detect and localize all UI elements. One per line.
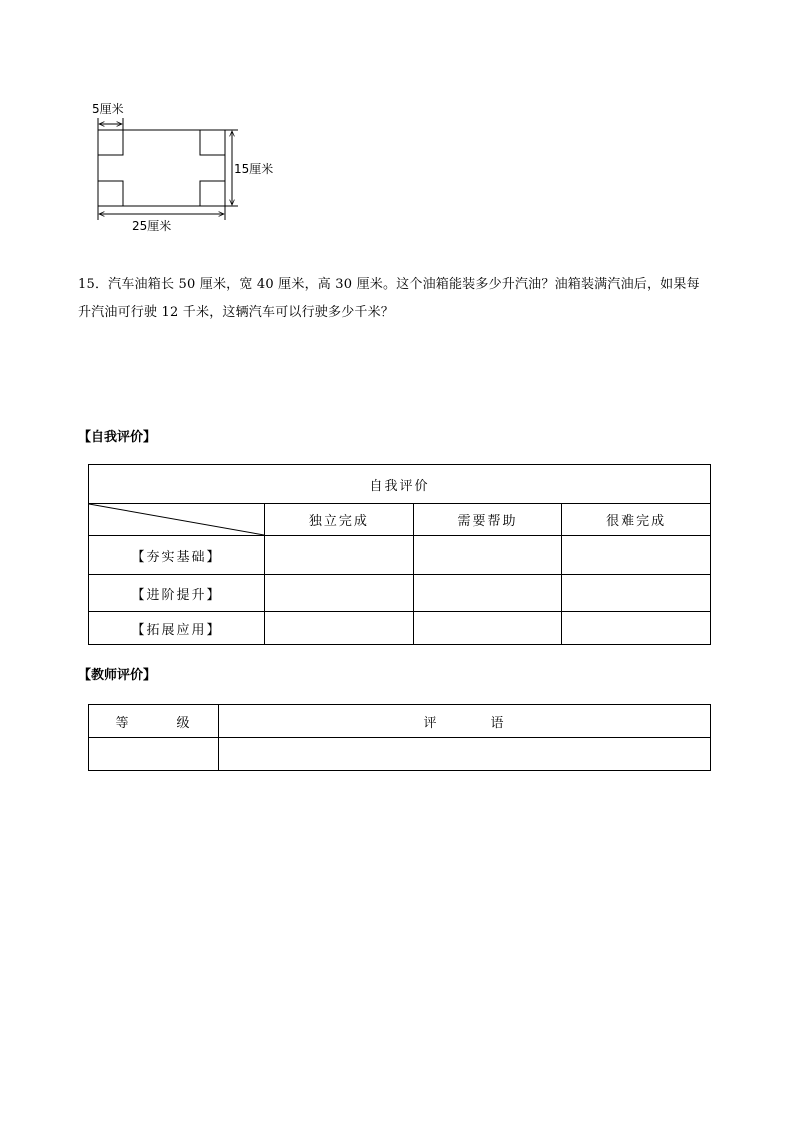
corner-square-top-left xyxy=(98,130,123,155)
self-eval-table xyxy=(88,464,711,645)
height-dimension-label: 15厘米 xyxy=(234,162,274,176)
question-line-2: 升汽油可行驶 12 千米，这辆汽车可以行驶多少千米？ xyxy=(78,305,395,320)
corner-square-bottom-right xyxy=(200,181,225,206)
column-header-independent: 独立完成 xyxy=(265,504,414,536)
self-eval-title: 【自我评价】 xyxy=(78,430,157,445)
teacher-eval-title: 【教师评价】 xyxy=(78,668,157,683)
eval-cell[interactable] xyxy=(562,536,711,575)
eval-cell[interactable] xyxy=(413,612,562,645)
self-eval-table-title: 自我评价 xyxy=(89,465,711,504)
outer-rectangle xyxy=(98,130,225,206)
eval-cell[interactable] xyxy=(265,575,414,612)
eval-cell[interactable] xyxy=(265,536,414,575)
width-dimension-label: 25厘米 xyxy=(132,219,172,233)
rectangle-diagram xyxy=(78,96,298,241)
comment-cell[interactable] xyxy=(219,738,711,771)
question-line-1 xyxy=(78,271,718,299)
question-number: 15． xyxy=(78,277,109,292)
eval-cell[interactable] xyxy=(265,612,414,645)
grade-cell[interactable] xyxy=(89,738,219,771)
grade-header xyxy=(89,705,219,738)
row-label-extension: 【拓展应用】 xyxy=(89,612,265,645)
corner-square-top-right xyxy=(200,130,225,155)
eval-cell[interactable] xyxy=(413,536,562,575)
question-text-1: 汽车油箱长 50 厘米，宽 40 厘米，高 30 厘米。这个油箱能装多少升汽油？油箱装满汽油后，如果每 xyxy=(108,277,700,292)
eval-cell[interactable] xyxy=(413,575,562,612)
comment-char-1: 评 xyxy=(423,715,439,731)
column-header-need-help: 需要帮助 xyxy=(413,504,562,536)
corner-dimension-label: 5厘米 xyxy=(92,102,124,116)
row-label-advanced: 【进阶提升】 xyxy=(89,575,265,612)
teacher-eval-table xyxy=(88,704,711,771)
eval-cell[interactable] xyxy=(562,575,711,612)
eval-cell[interactable] xyxy=(562,612,711,645)
grade-char-1: 等 xyxy=(115,715,131,731)
row-label-basics: 【夯实基础】 xyxy=(89,536,265,575)
corner-square-bottom-left xyxy=(98,181,123,206)
rectangle-figure xyxy=(78,96,298,241)
column-header-difficult: 很难完成 xyxy=(562,504,711,536)
comment-char-2: 语 xyxy=(490,715,506,731)
grade-char-2: 级 xyxy=(176,715,192,731)
diagonal-line xyxy=(89,504,264,535)
comment-header xyxy=(219,705,711,738)
diagonal-header-cell xyxy=(89,504,265,536)
question-15 xyxy=(78,271,718,327)
